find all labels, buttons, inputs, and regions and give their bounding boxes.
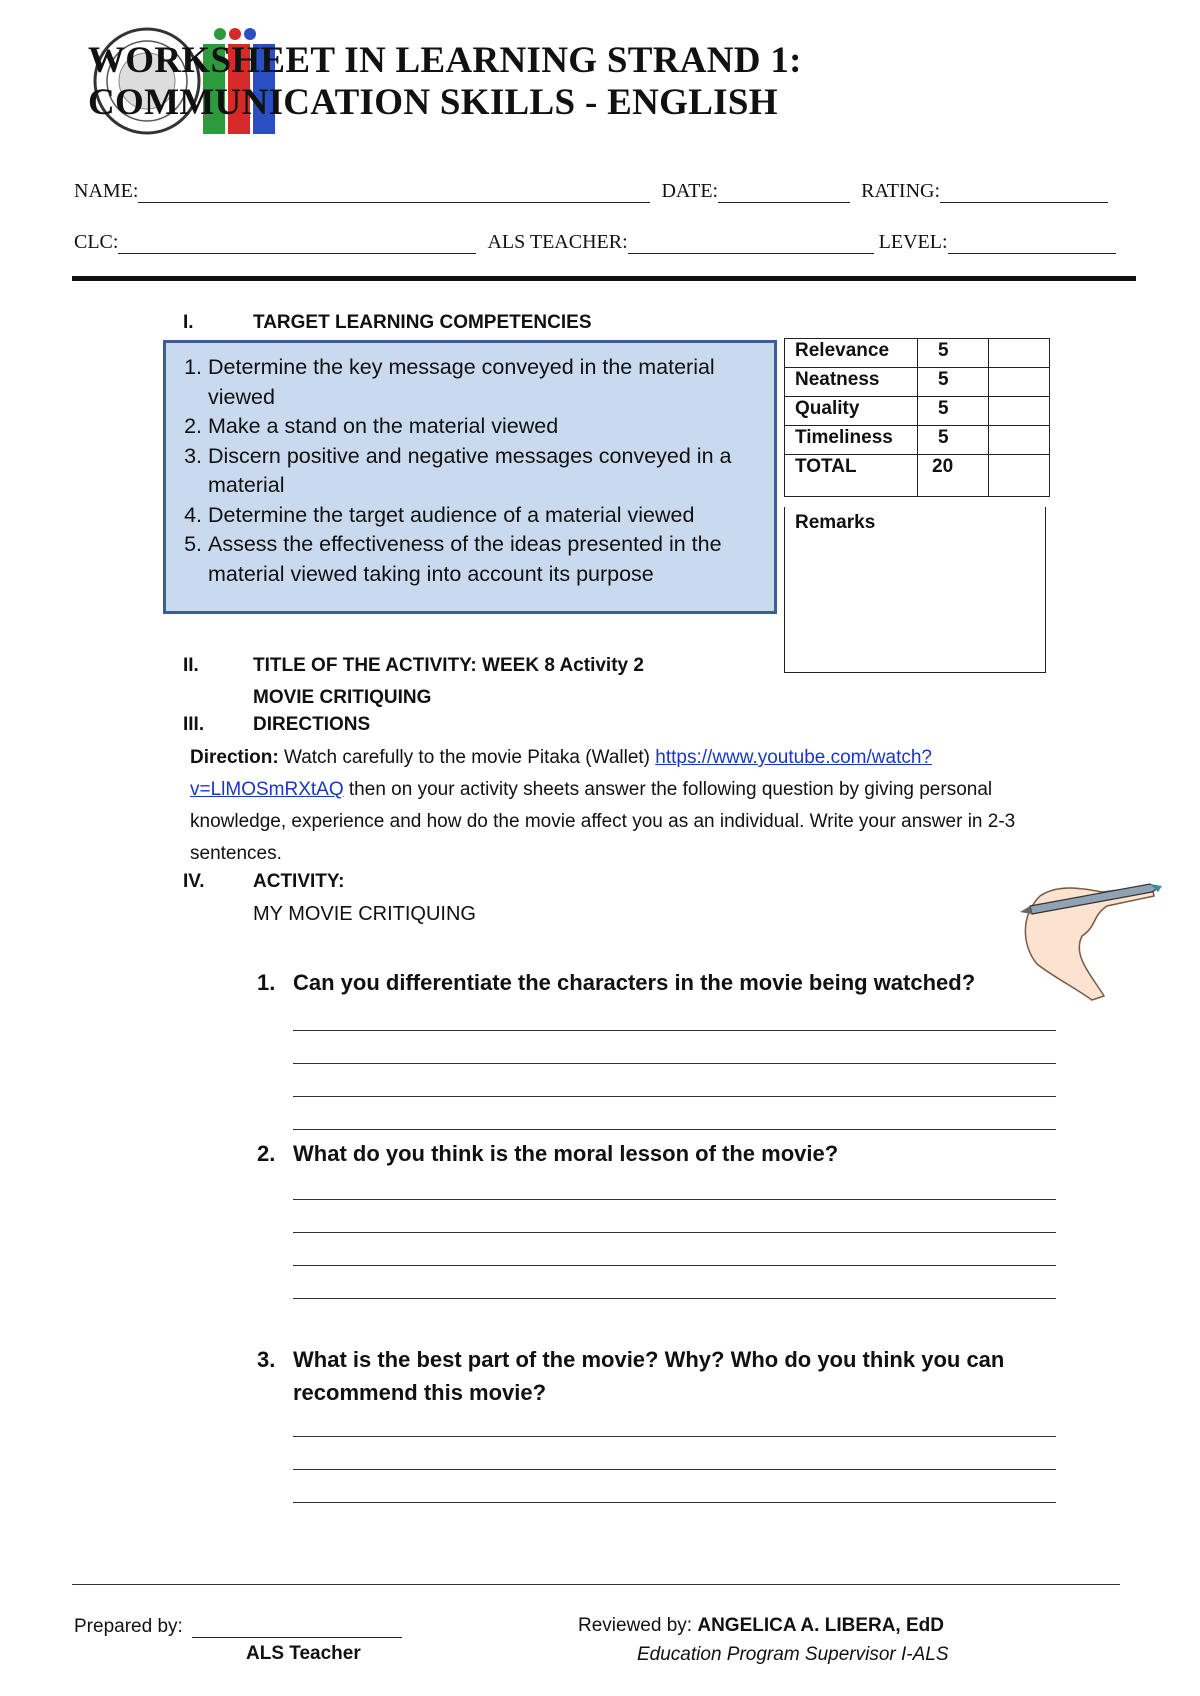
question-text: Can you differentiate the characters in the movie being watched?	[293, 970, 976, 995]
rubric-points: 5	[918, 339, 989, 368]
rating-label: RATING:	[861, 180, 941, 202]
rubric-score-cell[interactable]	[989, 397, 1050, 426]
section-3-heading	[183, 714, 370, 736]
rubric-score-cell[interactable]	[989, 426, 1050, 455]
field-row-2	[74, 231, 1116, 254]
rubric-row	[785, 397, 1050, 426]
question-text: What is the best part of the movie? Why? Who do you think you can recommend this movie?	[293, 1347, 1005, 1405]
section-2-subtitle: MOVIE CRITIQUING	[253, 687, 432, 708]
competency-item: 1. Determine the key message conveyed in the material viewed	[208, 353, 764, 412]
competency-item: 4. Determine the target audience of a material viewed	[208, 501, 764, 531]
remarks-label: Remarks	[795, 512, 876, 533]
question-text: What do you think is the moral lesson of the movie?	[293, 1141, 839, 1166]
reviewer-title: Education Program Supervisor I-ALS	[637, 1644, 949, 1665]
section-4-subtitle: MY MOVIE CRITIQUING	[253, 903, 476, 925]
rating-field[interactable]	[940, 184, 1108, 203]
answer-line[interactable]	[293, 1199, 1056, 1200]
reviewer-name: ANGELICA A. LIBERA, EdD	[697, 1615, 944, 1636]
section-3-title: DIRECTIONS	[253, 714, 371, 735]
prepared-by	[74, 1616, 402, 1638]
als-teacher-label: ALS TEACHER:	[487, 231, 628, 253]
answer-line[interactable]	[293, 1298, 1056, 1299]
competency-item: 2. Make a stand on the material viewed	[208, 412, 764, 442]
answer-line[interactable]	[293, 1469, 1056, 1470]
rubric-score-cell[interactable]	[989, 368, 1050, 397]
rubric-row	[785, 426, 1050, 455]
header-divider	[72, 276, 1136, 281]
answer-line[interactable]	[293, 1030, 1056, 1031]
rubric-points: 5	[918, 397, 989, 426]
section-1-heading	[183, 312, 592, 334]
prepared-by-label: Prepared by:	[74, 1616, 183, 1637]
rubric-label: Relevance	[785, 339, 918, 368]
section-1-number: I.	[183, 312, 194, 333]
remarks-box[interactable]	[784, 507, 1046, 673]
worksheet-title	[88, 40, 802, 124]
section-2-number: II.	[183, 655, 199, 676]
reviewed-by-label: Reviewed by:	[578, 1615, 693, 1636]
reviewed-by	[578, 1615, 944, 1637]
name-label: NAME:	[74, 180, 139, 202]
rubric-score-cell[interactable]	[989, 455, 1050, 497]
question-3	[257, 1343, 1053, 1409]
clc-label: CLC:	[74, 231, 119, 253]
prepared-by-field[interactable]	[192, 1619, 402, 1638]
section-3-number: III.	[183, 714, 205, 735]
field-row-1	[74, 180, 1108, 203]
name-field[interactable]	[138, 184, 650, 203]
direction-label: Direction:	[190, 747, 279, 768]
prepared-role: ALS Teacher	[246, 1643, 361, 1664]
level-label: LEVEL:	[878, 231, 948, 253]
competency-item: 5. Assess the effectiveness of the ideas presented in the material viewed taking into account its purpose	[208, 530, 764, 589]
rubric-points: 5	[918, 368, 989, 397]
title-line-1: WORKSHEET IN LEARNING STRAND 1:	[88, 40, 802, 81]
competency-item: 3. Discern positive and negative messages conveyed in a material	[208, 442, 764, 501]
competencies-box	[163, 340, 777, 614]
clc-field[interactable]	[118, 235, 476, 254]
competencies-list	[174, 353, 764, 589]
direction-text-before: Watch carefully to the movie Pitaka (Wallet)	[278, 747, 656, 768]
rubric-points: 20	[918, 455, 989, 497]
answer-line[interactable]	[293, 1063, 1056, 1064]
section-4-heading	[183, 866, 476, 930]
question-number: 3.	[257, 1347, 276, 1372]
logo-dots	[214, 28, 256, 40]
date-field[interactable]	[718, 184, 850, 203]
rubric-row	[785, 368, 1050, 397]
footer-divider	[72, 1584, 1120, 1585]
answer-line[interactable]	[293, 1232, 1056, 1233]
date-label: DATE:	[661, 180, 719, 202]
answer-line[interactable]	[293, 1096, 1056, 1097]
question-1	[257, 966, 1057, 999]
section-4-title: ACTIVITY:	[253, 871, 345, 892]
rubric-row	[785, 455, 1050, 497]
answer-line[interactable]	[293, 1129, 1056, 1130]
rubric-row	[785, 339, 1050, 368]
movie-link[interactable]: https://www.youtube.com/watch?v=LlMOSmRXtAQ	[190, 747, 932, 800]
rubric-label: Quality	[785, 397, 918, 426]
answer-line[interactable]	[293, 1265, 1056, 1266]
question-2	[257, 1137, 1057, 1170]
rubric-label: Neatness	[785, 368, 918, 397]
answer-line[interactable]	[293, 1502, 1056, 1503]
direction-text-after: then on your activity sheets answer the following question by giving personal knowledge, experience and how do the movie affect you as an individual. Write your answer in 2-3 sentences.	[190, 779, 1016, 864]
section-1-title: TARGET LEARNING COMPETENCIES	[253, 312, 592, 333]
title-line-2: COMMUNICATION SKILLS - ENGLISH	[88, 82, 778, 123]
rubric-score-cell[interactable]	[989, 339, 1050, 368]
level-field[interactable]	[948, 235, 1116, 254]
direction-paragraph	[190, 742, 1070, 870]
rubric-table	[784, 338, 1050, 497]
rubric-label: Timeliness	[785, 426, 918, 455]
rubric-points: 5	[918, 426, 989, 455]
section-4-number: IV.	[183, 871, 205, 892]
section-2-title: TITLE OF THE ACTIVITY: WEEK 8 Activity 2	[253, 655, 644, 676]
question-number: 1.	[257, 970, 276, 995]
question-number: 2.	[257, 1141, 276, 1166]
section-2-heading	[183, 650, 644, 714]
als-teacher-field[interactable]	[628, 235, 874, 254]
rubric-label: TOTAL	[785, 455, 918, 497]
answer-line[interactable]	[293, 1436, 1056, 1437]
